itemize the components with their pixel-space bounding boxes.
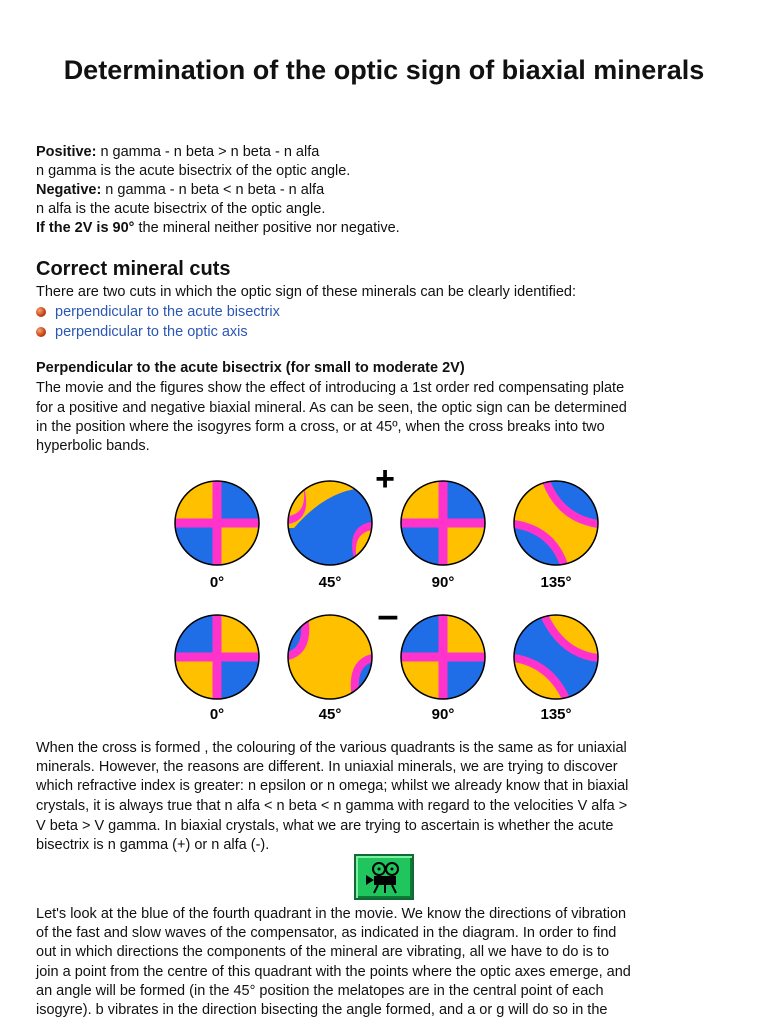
negative-text: n gamma - n beta < n beta - n alfa [101, 182, 325, 198]
angle-label: 90° [431, 574, 455, 591]
positive-text: n gamma - n beta > n beta - n alfa [96, 144, 320, 160]
movie-play-button[interactable] [354, 854, 414, 900]
negative-sign-label: – [377, 595, 399, 637]
angle-label: 45° [318, 706, 342, 723]
positive-sign-label: + [375, 460, 395, 498]
body-line: isogyre). b vibrates in the direction bisecting the angle formed, and a or g will do so in the [36, 1002, 608, 1018]
list-item [36, 302, 280, 322]
body-line: an angle will be formed (in the 45° position the melatopes are in the central point of each [36, 983, 604, 999]
section-line: in the position where the isogyres form a cross, or at 45º, when the cross breaks into two [36, 419, 605, 435]
negative-note: n alfa is the acute bisectrix of the optic angle. [36, 201, 326, 217]
negative-label: Negative: [36, 182, 102, 198]
link-acute-bisectrix[interactable]: perpendicular to the acute bisectrix [55, 304, 280, 320]
body-line: Let's look at the blue of the fourth quadrant in the movie. We know the directions of vibration [36, 906, 627, 922]
angle-label: 0° [209, 706, 225, 723]
body-line: minerals. However, the reasons are different. In uniaxial minerals, we are trying to discover [36, 759, 618, 775]
angle-label: 45° [318, 574, 342, 591]
page-title: Determination of the optic sign of biaxial minerals [63, 55, 705, 85]
list-item [36, 322, 280, 342]
positive-label: Positive: [36, 144, 97, 160]
body-line: of the fast and slow waves of the compensator, as indicated in the diagram. In order to find [36, 925, 617, 941]
section-line: hyperbolic bands. [36, 438, 150, 454]
section-line: The movie and the figures show the effect of introducing a 1st order red compensating plate [36, 380, 625, 396]
body-line: which refractive index is greater: n epsilon or n omega; whilst we already know that in biaxial [36, 778, 629, 794]
body-line: When the cross is formed , the colouring of the various quadrants is the same as for uniaxial [36, 740, 627, 756]
angle-label: 135° [540, 706, 572, 723]
interference-figure-diagram [170, 458, 602, 724]
body-line: bisectrix is n gamma (+) or n alfa (-). [36, 837, 270, 853]
positive-note: n gamma is the acute bisectrix of the optic angle. [36, 163, 351, 179]
ninety-degree-note [36, 219, 400, 239]
body-line: join a point from the centre of this quadrant with the points where the optic axes emerge, and [36, 964, 631, 980]
link-optic-axis[interactable]: perpendicular to the optic axis [55, 324, 248, 340]
projector-icon [356, 856, 412, 898]
body-line: out in which directions the components of the mineral are vibrating, all we have to do is to [36, 944, 610, 960]
section-heading: Perpendicular to the acute bisectrix (for small to moderate 2V) [36, 360, 465, 376]
positive-definition [36, 143, 319, 163]
angle-label: 0° [209, 574, 225, 591]
bullet-icon [36, 307, 46, 317]
cuts-intro: There are two cuts in which the optic sign of these minerals can be clearly identified: [36, 284, 576, 300]
ninety-label: If the 2V is 90° [36, 220, 135, 236]
bullet-icon [36, 327, 46, 337]
ninety-text: the mineral neither positive nor negative. [134, 220, 400, 236]
body-line: V beta > V gamma. In biaxial crystals, what we are trying to ascertain is whether the acute [36, 818, 614, 834]
cuts-link-list [36, 302, 280, 342]
section-line: for a positive and negative biaxial mineral. As can be seen, the optic sign can be determined [36, 400, 627, 416]
cuts-heading: Correct mineral cuts [36, 258, 231, 280]
body-line: crystals, it is always true that n alfa < n beta < n gamma with regard to the velocities V alfa > [36, 798, 628, 814]
angle-label: 135° [540, 574, 572, 591]
angle-label: 90° [431, 706, 455, 723]
negative-definition [36, 181, 324, 201]
